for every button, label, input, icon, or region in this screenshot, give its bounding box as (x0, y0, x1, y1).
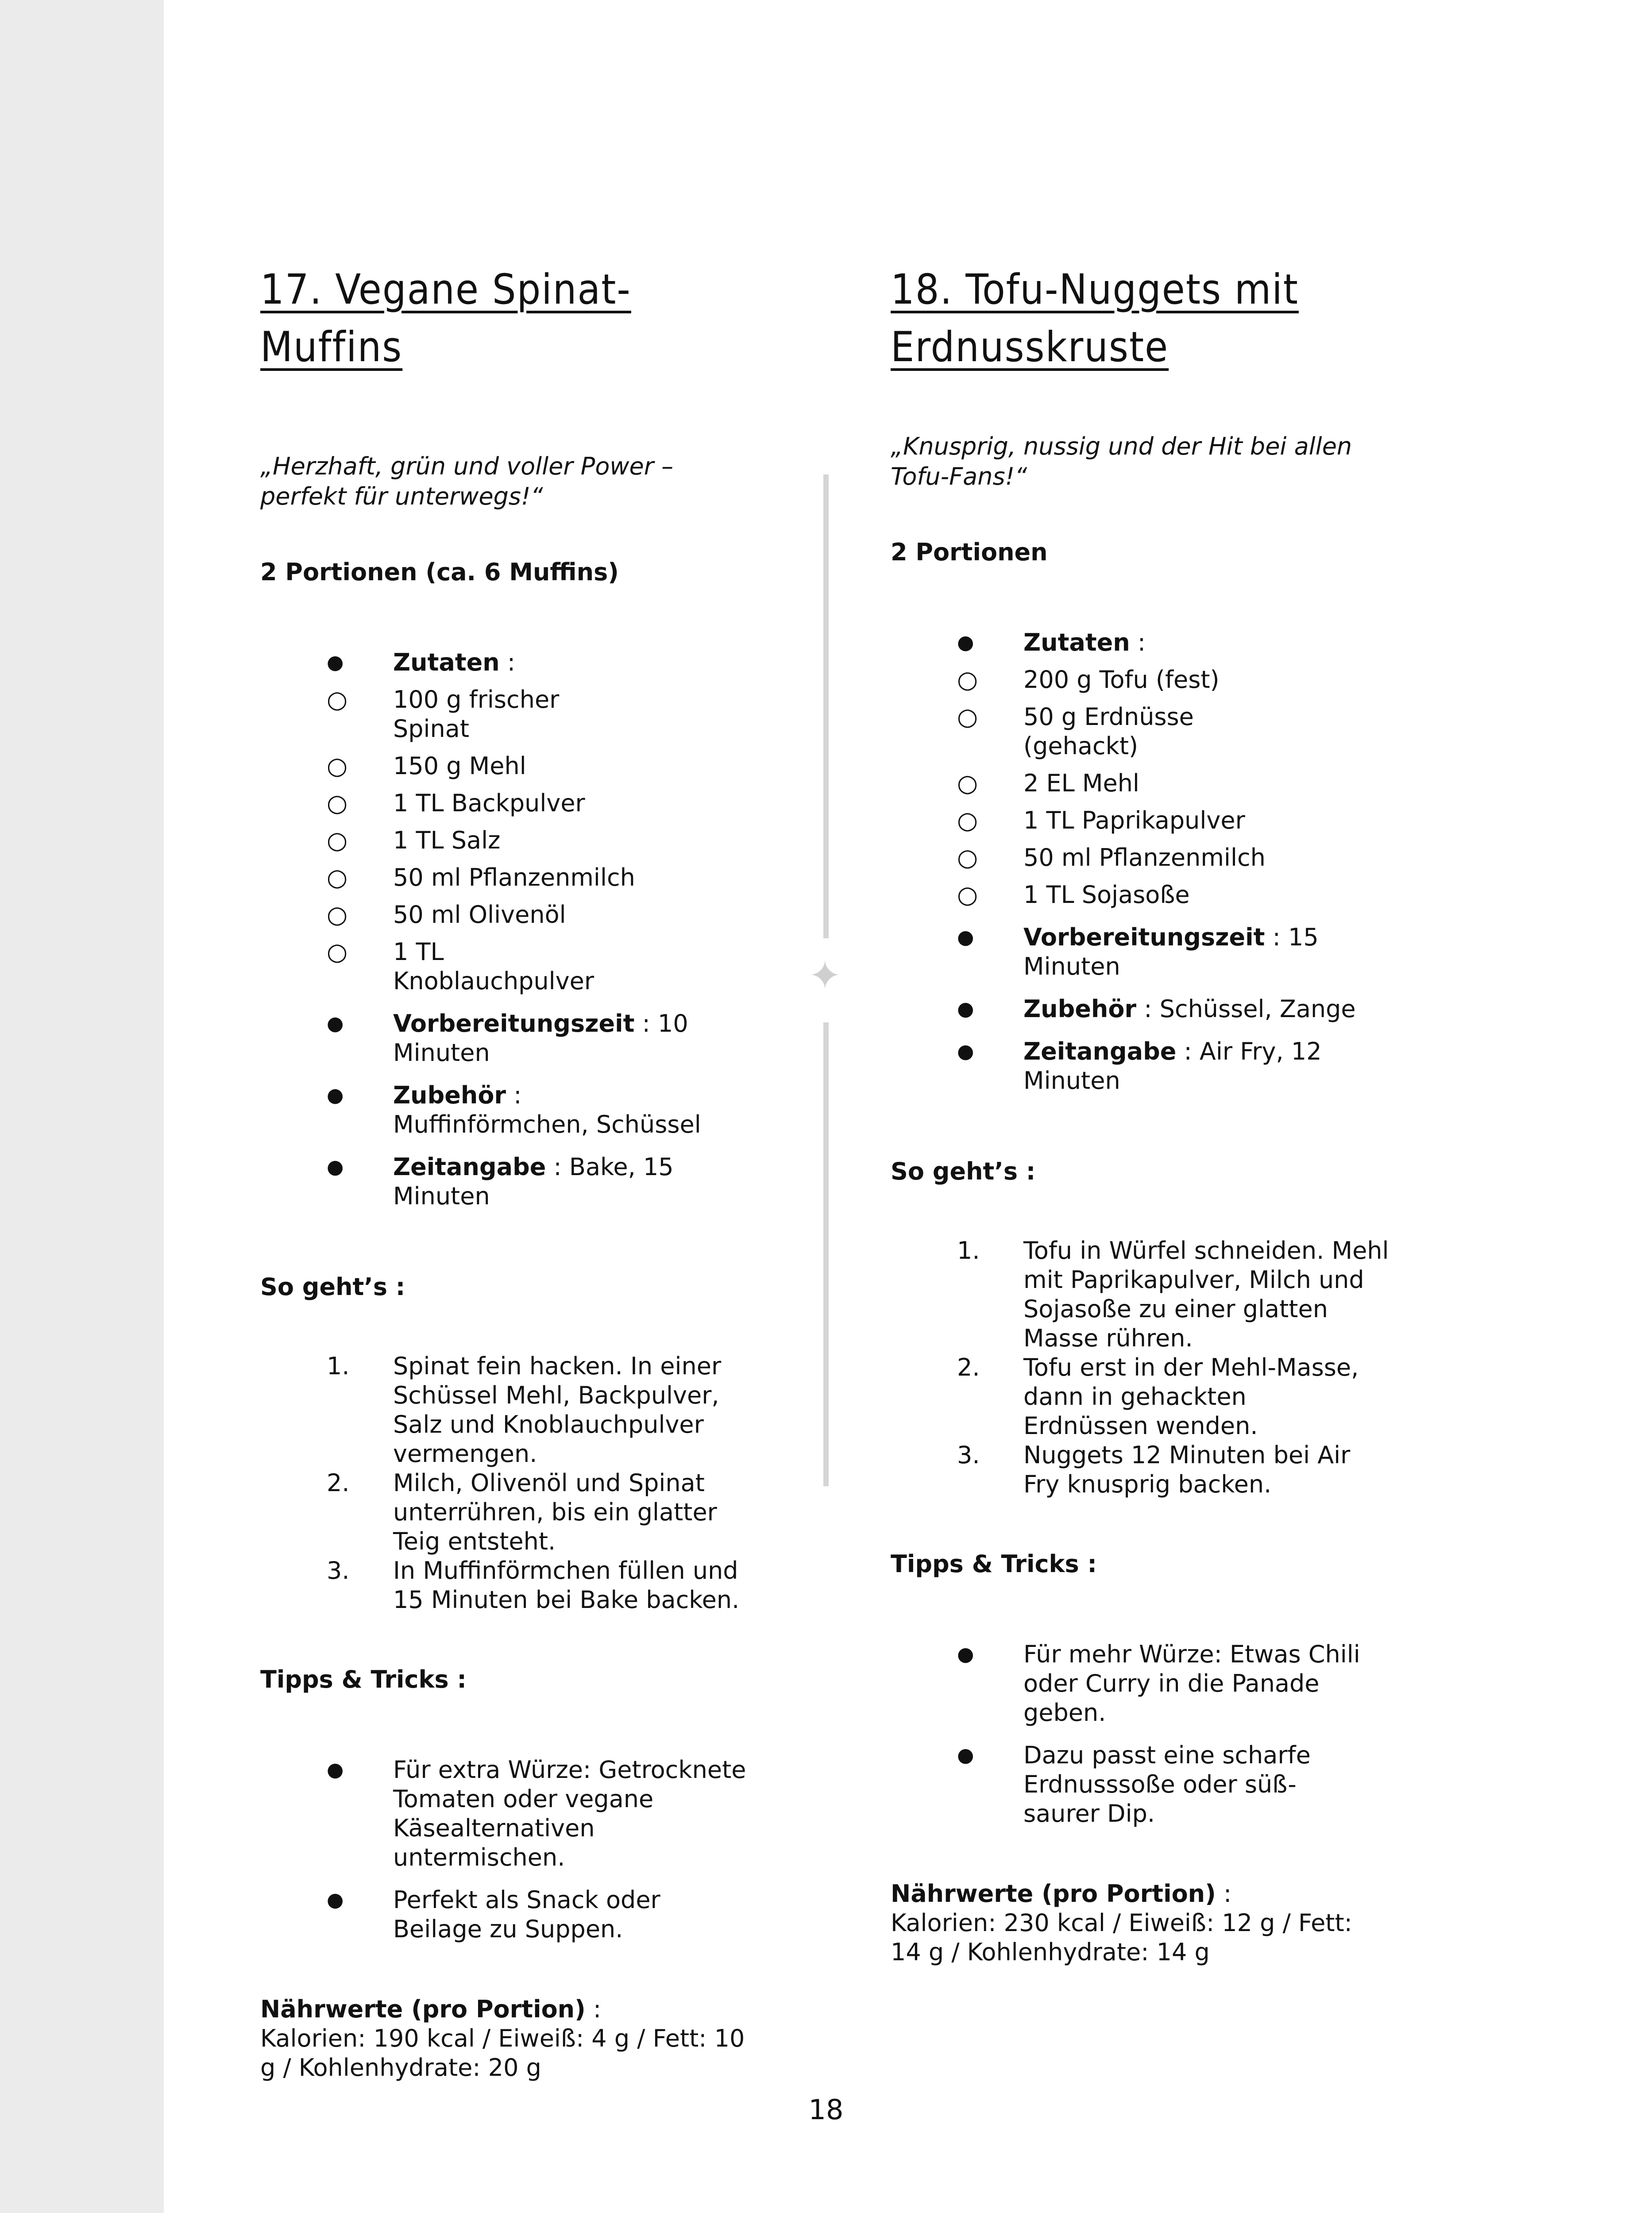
prep-time-item (260, 1009, 765, 1068)
tools-item (891, 995, 1395, 1024)
nutrition-heading (891, 1879, 1395, 1908)
ingredients-label: Zutaten (1023, 628, 1130, 656)
colon: : (1184, 1037, 1192, 1065)
steps-heading: So geht’s : (891, 1157, 1036, 1185)
ingredient: ○ 100 g frischer Spinat (260, 685, 637, 744)
step (891, 1441, 1369, 1499)
ingredient: ○ 150 g Mehl (260, 752, 637, 781)
steps-heading: So geht’s : (260, 1273, 405, 1301)
ingredient: ○ 50 g Erdnüsse (gehackt) (891, 702, 1245, 761)
recipe-18 (891, 261, 1395, 1967)
ingredient: ○ 200 g Tofu (fest) (891, 665, 1307, 694)
step (260, 1352, 760, 1469)
tips-list (891, 1640, 1395, 1828)
recipe-quote: „Herzhaft, grün und voller Power – perfekt für unterwegs!“ (260, 452, 674, 510)
servings: 2 Portionen (891, 538, 1048, 566)
sparkle-icon: ✦ (808, 952, 842, 999)
prep-time-label: Vorbereitungszeit (393, 1010, 635, 1037)
recipe-info-list (891, 628, 1395, 1095)
ingredients-item (260, 648, 765, 996)
prep-time-value: 10 Minuten (393, 1010, 688, 1067)
recipe-info-list (260, 648, 765, 1211)
recipe-quote: „Knusprig, nussig und der Hit bei allen Tofu-Fans!“ (891, 432, 1352, 490)
step-number: 3. (327, 1557, 350, 1585)
colon: : (593, 1995, 602, 2023)
nutrition-label: Nährwerte (pro Portion) (891, 1880, 1216, 1908)
ingredient: ○ 2 EL Mehl (891, 769, 1307, 798)
step-text: Spinat fein hacken. In einer Schüssel Mehl, Backpulver, Salz und Knoblauchpulver vermengen. (393, 1352, 722, 1468)
ingredients-item (891, 628, 1395, 910)
time-label: Zeitangabe (393, 1153, 546, 1181)
page-gutter (0, 0, 164, 2213)
page-number: 18 (808, 2093, 844, 2126)
step-text: Tofu erst in der Mehl-Masse, dann in gehackten Erdnüssen wenden. (1023, 1353, 1359, 1440)
ingredient: ○ 1 TL Salz (260, 826, 637, 855)
column-divider-bottom (823, 1022, 829, 1486)
ingredient: ○ 1 TL Sojasoße (891, 880, 1307, 910)
prep-time-item (891, 923, 1395, 981)
tools-label: Zubehör (393, 1081, 506, 1109)
colon: : (1137, 628, 1146, 656)
steps-list (891, 1236, 1395, 1499)
servings: 2 Portionen (ca. 6 Muffins) (260, 558, 619, 586)
step-text: Tofu in Würfel schneiden. Mehl mit Paprikapulver, Milch und Sojasoße zu einer glatten Masse rühren. (1023, 1237, 1389, 1352)
time-value: Air Fry, 12 Minuten (1023, 1037, 1322, 1095)
tip: ● Dazu passt eine scharfe Erdnusssoße oder süß-saurer Dip. (891, 1741, 1369, 1828)
step-number: 1. (957, 1237, 980, 1265)
ingredients-list (260, 685, 765, 996)
tools-label: Zubehör (1023, 995, 1137, 1023)
prep-time-label: Vorbereitungszeit (1023, 923, 1265, 951)
step-number: 2. (957, 1353, 980, 1381)
ingredients-list (891, 665, 1395, 910)
tools-value: Schüssel, Zange (1159, 995, 1356, 1023)
colon: : (1223, 1880, 1232, 1908)
colon: : (513, 1081, 522, 1109)
tools-value: Muffinförmchen, Schüssel (393, 1110, 701, 1138)
ingredient: ○ 1 TL Backpulver (260, 789, 637, 818)
steps-list (260, 1352, 765, 1615)
colon: : (1272, 923, 1281, 951)
time-value: Bake, 15 Minuten (393, 1153, 674, 1210)
recipe-17 (260, 261, 765, 2082)
step-text: Nuggets 12 Minuten bei Air Fry knusprig backen. (1023, 1441, 1351, 1498)
ingredient: ○ 50 ml Olivenöl (260, 900, 637, 929)
time-label: Zeitangabe (1023, 1037, 1177, 1065)
nutrition-heading (260, 1995, 765, 2024)
ingredient: ○ 50 ml Pflanzenmilch (891, 843, 1307, 872)
nutrition-label: Nährwerte (pro Portion) (260, 1995, 586, 2023)
time-item (891, 1037, 1395, 1095)
tips-heading: Tipps & Tricks : (891, 1550, 1097, 1578)
step-number: 2. (327, 1469, 350, 1497)
tips-list (260, 1755, 765, 1944)
tip: ● Perfekt als Snack oder Beilage zu Suppen. (260, 1885, 747, 1944)
step (260, 1556, 760, 1615)
step-number: 3. (957, 1441, 980, 1469)
column-divider-top (823, 474, 829, 938)
tools-item (260, 1081, 703, 1139)
nutrition-values: Kalorien: 230 kcal / Eiweiß: 12 g / Fett: 14 g / Kohlenhydrate: 14 g (891, 1909, 1352, 1966)
step-number: 1. (327, 1352, 350, 1380)
colon: : (1144, 995, 1152, 1023)
ingredient: ○ 50 ml Pflanzenmilch (260, 863, 637, 892)
prep-time-value: 15 Minuten (1023, 923, 1319, 980)
colon: : (507, 648, 516, 676)
ingredient: ○ 1 TL Paprikapulver (891, 806, 1307, 835)
colon: : (553, 1153, 562, 1181)
ingredient: ○ 1 TL Knoblauchpulver (260, 937, 601, 996)
ingredients-label: Zutaten (393, 648, 500, 676)
tips-heading: Tipps & Tricks : (260, 1666, 467, 1693)
time-item (260, 1153, 765, 1211)
colon: : (642, 1010, 650, 1037)
step (891, 1236, 1395, 1353)
step (260, 1469, 760, 1556)
tip: ● Für mehr Würze: Etwas Chili oder Curry in die Panade geben. (891, 1640, 1386, 1727)
step-text: Milch, Olivenöl und Spinat unterrühren, bis ein glatter Teig entsteht. (393, 1469, 717, 1555)
step (891, 1353, 1369, 1441)
tip: ● Für extra Würze: Getrocknete Tomaten oder vegane Käsealternativen untermischen. (260, 1755, 747, 1872)
recipe-title: 17. Vegane Spinat-Muffins (260, 266, 631, 371)
recipe-title: 18. Tofu-Nuggets mit Erdnusskruste (891, 266, 1299, 371)
nutrition-values: Kalorien: 190 kcal / Eiweiß: 4 g / Fett: 10 g / Kohlenhydrate: 20 g (260, 2024, 745, 2082)
step-text: In Muffinförmchen füllen und 15 Minuten bei Bake backen. (393, 1557, 740, 1614)
